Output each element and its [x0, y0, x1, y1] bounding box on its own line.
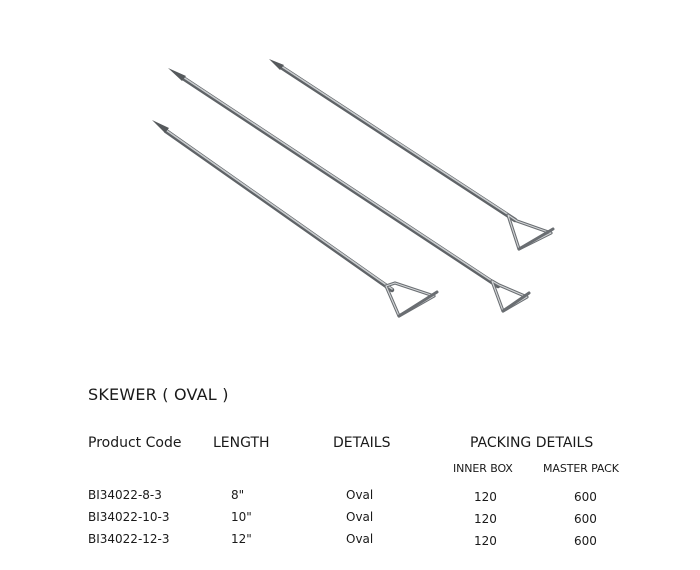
header-length: LENGTH: [213, 435, 270, 451]
table-cell-details: Oval: [346, 510, 374, 524]
product-title: SKEWER ( OVAL ): [88, 385, 229, 404]
table-cell-length: 12": [231, 532, 252, 546]
table-cell-length: 10": [231, 510, 252, 524]
skewer-icon: [269, 59, 553, 249]
table-cell-master-pack: 600: [574, 534, 597, 548]
table-cell-details: Oval: [346, 488, 374, 502]
skewer-icon: [168, 68, 529, 311]
header-packing-details: PACKING DETAILS: [470, 435, 594, 451]
subheader-master-pack: MASTER PACK: [543, 462, 619, 475]
table-cell-inner-box: 120: [474, 534, 497, 548]
table-cell-inner-box: 120: [474, 490, 497, 504]
header-product-code: Product Code: [88, 435, 182, 451]
table-cell-code: BI34022-8-3: [88, 488, 162, 502]
table-cell-master-pack: 600: [574, 512, 597, 526]
table-cell-code: BI34022-12-3: [88, 532, 170, 546]
table-cell-inner-box: 120: [474, 512, 497, 526]
table-cell-length: 8": [231, 488, 245, 502]
header-details: DETAILS: [333, 435, 391, 451]
subheader-inner-box: INNER BOX: [453, 462, 513, 475]
table-cell-details: Oval: [346, 532, 374, 546]
table-cell-code: BI34022-10-3: [88, 510, 170, 524]
table-cell-master-pack: 600: [574, 490, 597, 504]
